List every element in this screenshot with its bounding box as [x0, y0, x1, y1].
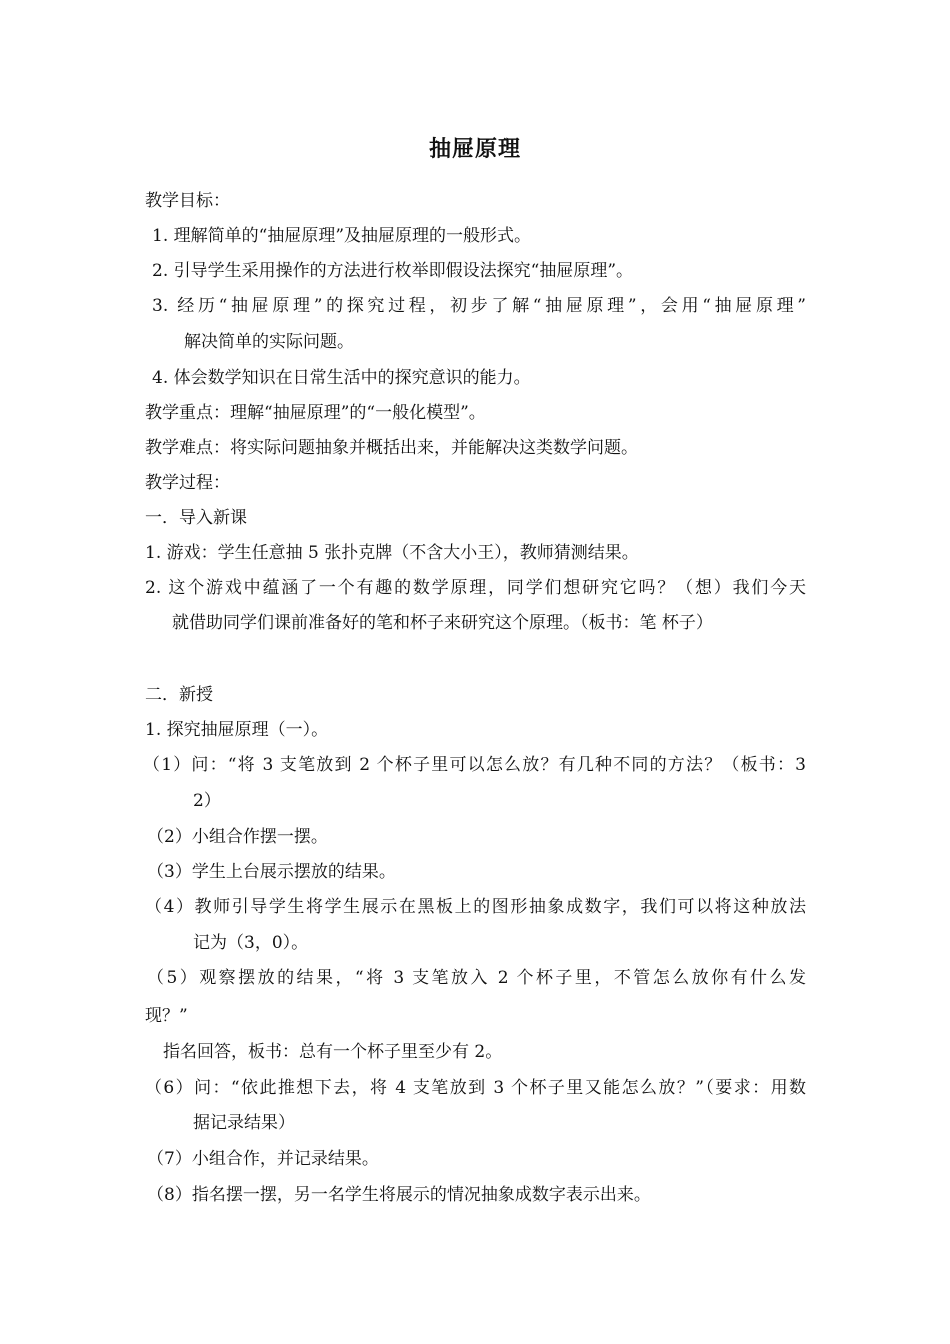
teaching-difficulty: 教学难点：将实际问题抽象并概括出来，并能解决这类数学问题。	[145, 438, 638, 458]
objective-3: 3. 经历“抽屉原理”的探究过程，初步了解“抽屉原理”，会用“抽屉原理”	[152, 296, 806, 316]
step-2: （2）小组合作摆一摆。	[147, 827, 328, 847]
step-5-continued: 现？”	[145, 1006, 188, 1026]
step-5: （5）观察摆放的结果，“将 3 支笔放入 2 个杯子里，不管怎么放你有什么发	[147, 968, 806, 988]
document-title: 抽屉原理	[428, 136, 521, 162]
objective-1: 1. 理解简单的“抽屉原理”及抽屉原理的一般形式。	[152, 226, 532, 246]
step-1-question-continued: 2）	[193, 791, 221, 811]
step-4: （4）教师引导学生将学生展示在黑板上的图形抽象成数字，我们可以将这种放法	[145, 897, 806, 917]
objective-3-continued: 解决简单的实际问题。	[184, 332, 354, 352]
section-heading-new-lesson: 二．新授	[145, 685, 213, 705]
step-1-question: （1）问：“将 3 支笔放到 2 个杯子里可以怎么放？有几种不同的方法？（板书：3	[143, 755, 806, 775]
step-7: （7）小组合作，并记录结果。	[147, 1149, 379, 1169]
intro-step-2: 2. 这个游戏中蕴涵了一个有趣的数学原理，同学们想研究它吗？（想）我们今天	[145, 578, 806, 598]
objective-2: 2. 引导学生采用操作的方法进行枚举即假设法探究“抽屉原理”。	[152, 261, 634, 281]
new-lesson-step-1: 1. 探究抽屉原理（一）。	[145, 720, 329, 740]
step-5-answer: 指名回答，板书：总有一个杯子里至少有 2。	[163, 1042, 503, 1062]
section-heading-intro: 一．导入新课	[145, 508, 247, 528]
section-heading-objectives: 教学目标：	[145, 191, 230, 211]
step-6: （6）问：“依此推想下去，将 4 支笔放到 3 个杯子里又能怎么放？”（要求：用数	[145, 1078, 806, 1098]
intro-step-2-continued: 就借助同学们课前准备好的笔和杯子来研究这个原理。（板书：笔 杯子）	[172, 613, 713, 633]
step-6-continued: 据记录结果）	[193, 1113, 295, 1133]
teaching-focus: 教学重点：理解“抽屉原理”的“一般化模型”。	[145, 403, 486, 423]
step-4-continued: 记为（3，0）。	[193, 933, 309, 953]
step-3: （3）学生上台展示摆放的结果。	[147, 862, 396, 882]
intro-step-1: 1. 游戏：学生任意抽 5 张扑克牌（不含大小王），教师猜测结果。	[145, 543, 639, 563]
section-heading-process: 教学过程：	[145, 473, 230, 493]
step-8: （8）指名摆一摆，另一名学生将展示的情况抽象成数字表示出来。	[147, 1185, 651, 1205]
objective-4: 4. 体会数学知识在日常生活中的探究意识的能力。	[152, 368, 531, 388]
